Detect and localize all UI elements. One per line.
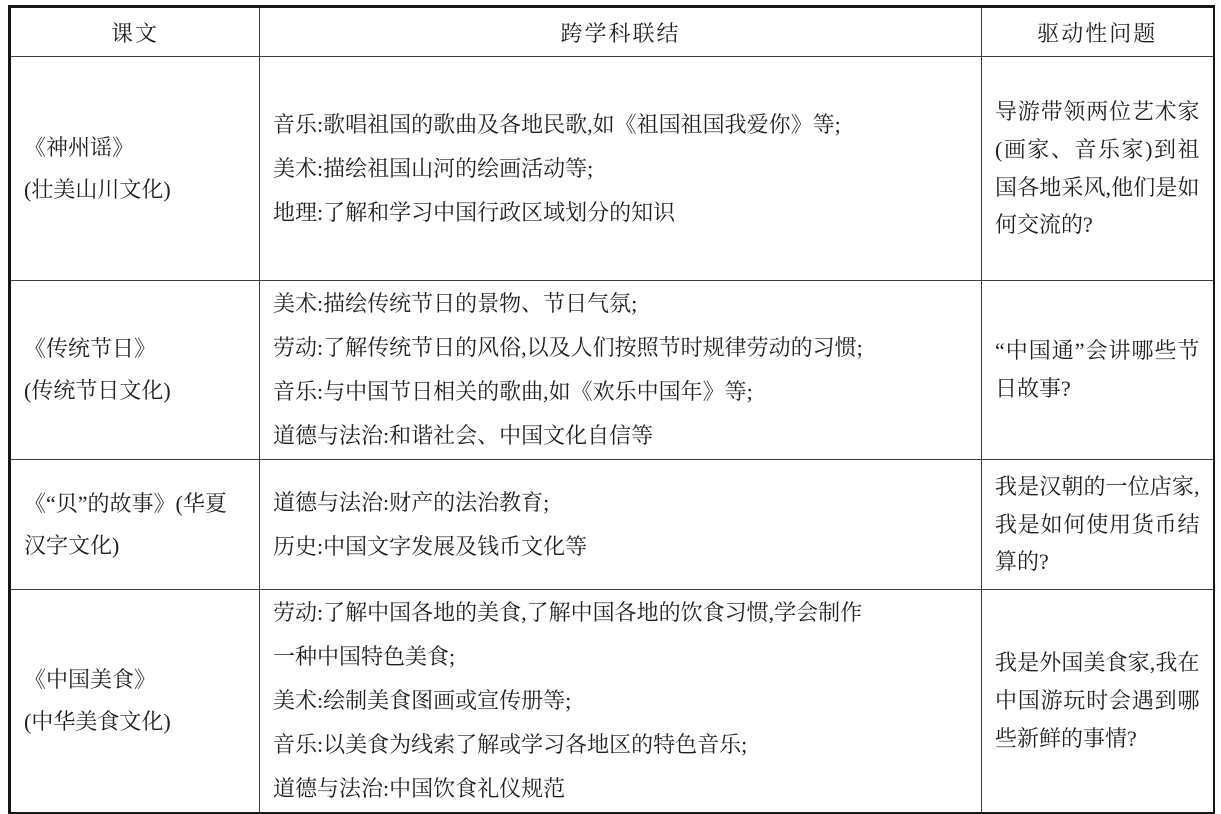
link-line: 音乐:以美食为线索了解或学习各地区的特色音乐; [273, 732, 748, 757]
link-line: 地理:了解和学习中国行政区域划分的知识 [273, 199, 676, 225]
header-cross-discipline: 跨学科联结 [260, 7, 982, 57]
header-row [10, 7, 1214, 57]
link-line: 音乐:与中国节日相关的歌曲,如《欢乐中国年》等; [273, 379, 753, 404]
header-driving-question: 驱动性问题 [982, 7, 1214, 57]
lesson-title: 《中国美食》 [24, 667, 157, 693]
link-line: 美术:绘制美食图画或宣传册等; [273, 688, 572, 713]
question-text: 导游带领两位艺术家(画家、音乐家)到祖国各地采风,他们是如何交流的? [995, 98, 1200, 238]
links-cell [260, 590, 982, 814]
lesson-subtitle: (中华美食文化) [24, 709, 171, 734]
question-cell [982, 57, 1214, 281]
table-row [10, 57, 1214, 281]
link-line: 美术:描绘传统节日的景物、节日气氛; [273, 291, 638, 316]
lesson-title: 《“贝”的故事》(华夏 [24, 490, 227, 516]
link-line: 道德与法治:财产的法治教育; [273, 489, 550, 515]
link-line: 道德与法治:中国饮食礼仪规范 [273, 776, 566, 801]
lesson-subtitle: (壮美山川文化) [24, 176, 171, 202]
link-line: 道德与法治:和谐社会、中国文化自信等 [273, 423, 654, 448]
lesson-title: 《传统节日》 [24, 336, 157, 362]
link-line: 美术:描绘祖国山河的绘画活动等; [273, 155, 594, 181]
question-cell [982, 460, 1214, 590]
question-text: 我是汉朝的一位店家,我是如何使用货币结算的? [995, 473, 1200, 575]
lesson-cell [10, 57, 260, 281]
links-cell [260, 460, 982, 590]
header-lesson: 课文 [10, 7, 260, 57]
question-cell [982, 590, 1214, 814]
lesson-table [8, 5, 1215, 814]
table-row [10, 590, 1214, 814]
question-text: “中国通”会讲哪些节日故事? [995, 338, 1200, 401]
links-cell [260, 281, 982, 460]
table-row [10, 460, 1214, 590]
link-line: 一种中国特色美食; [273, 644, 456, 669]
lesson-subtitle: 汉字文化) [24, 532, 120, 558]
table-row [10, 281, 1214, 460]
link-line: 历史:中国文字发展及钱币文化等 [273, 533, 588, 559]
link-line: 音乐:歌唱祖国的歌曲及各地民歌,如《祖国祖国我爱你》等; [273, 111, 841, 137]
lesson-subtitle: (传统节日文化) [24, 378, 171, 403]
links-cell [260, 57, 982, 281]
lesson-title: 《神州谣》 [24, 134, 135, 160]
question-text: 我是外国美食家,我在中国游玩时会遇到哪些新鲜的事情? [995, 650, 1200, 751]
question-cell [982, 281, 1214, 460]
link-line: 劳动:了解传统节日的风俗,以及人们按照节时规律劳动的习惯; [273, 335, 863, 360]
lesson-cell [10, 460, 260, 590]
lesson-cell [10, 281, 260, 460]
link-line: 劳动:了解中国各地的美食,了解中国各地的饮食习惯,学会制作 [273, 600, 863, 625]
lesson-cell [10, 590, 260, 814]
